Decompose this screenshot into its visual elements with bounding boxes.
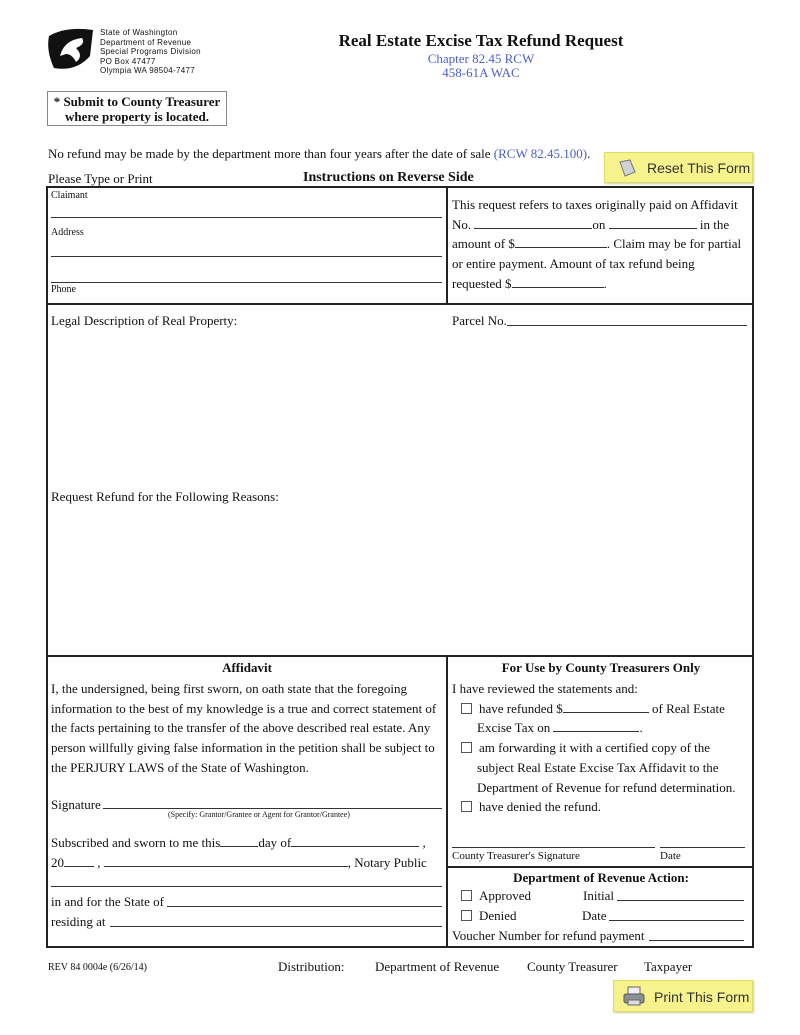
county-text: subject Real Estate Excise Tax Affidavit to the [477,759,719,775]
notary-name-field[interactable] [104,855,348,867]
rcw-link[interactable]: (RCW 82.45.100) [493,146,588,161]
subscribed-text: Subscribed and sworn to me this [51,835,221,850]
claimant-label: Claimant [51,190,88,201]
address-field[interactable] [51,256,442,257]
refund-text: requested $ [452,275,512,291]
please-type-label: Please Type or Print [48,171,153,186]
reset-icon [617,158,637,181]
day-field[interactable] [220,835,258,847]
divider [46,655,754,657]
print-label: Print This Form [654,989,750,1005]
voucher-label: Voucher Number for refund payment [452,928,645,943]
notary-text: , Notary Public [347,855,427,870]
dor-date-label: Date [582,908,607,923]
distribution-item: Department of Revenue [375,959,500,974]
forwarding-checkbox[interactable] [461,742,472,753]
denied-label: Denied [479,908,517,923]
chapter-reference: Chapter 82.45 RCW [427,51,535,66]
paid-date-field[interactable] [609,217,697,229]
residing-field[interactable] [110,926,442,927]
refund-text: . Claim may be for partial [606,236,742,252]
agency-line: Special Programs Division [100,47,201,57]
address-label: Address [51,227,84,238]
divider [446,866,754,868]
dor-action-heading: Department of Revenue Action: [513,870,689,885]
affidavit-line: the PERJURY LAWS of the State of Washington. [51,759,309,775]
refund-text: or entire payment. Amount of tax refund being [452,256,695,272]
claimant-field[interactable] [51,217,442,218]
signature-field[interactable] [103,808,442,809]
refund-reasons-label: Request Refund for the Following Reasons: [51,489,279,504]
submit-notice [47,91,227,126]
refund-text: . [603,275,607,291]
form-id: REV 84 0004e (6/26/14) [48,962,147,973]
dor-logo [46,26,96,76]
month-field[interactable] [291,835,419,847]
refund-text: on [592,216,606,232]
excise-date-field[interactable] [553,720,639,732]
notary-line: 20 , , Notary Public [51,855,427,870]
county-options: I have reviewed the statements and: have refunded $ of Real Estate Excise Tax on . am forwarding it with a certified copy of the subject Real Estate Excise Tax Affidavit to the Department of Revenue for refund determination. have denied the refund. [452,681,736,815]
affidavit-no-field[interactable] [474,217,592,229]
approved-label: Approved [479,888,531,903]
state-of-label: in and for the State of [51,894,164,909]
refund-text: amount of $ [452,236,515,252]
agency-line: State of Washington [100,28,178,37]
denied-refund-checkbox[interactable] [461,801,472,812]
subscribed-line: Subscribed and sworn to me this day of , [51,835,426,850]
notary-extra-field[interactable] [51,886,442,887]
voucher-field[interactable] [649,940,744,941]
address-field-2[interactable] [51,282,442,283]
refunded-checkbox[interactable] [461,703,472,714]
refund-time-notice [48,146,590,162]
phone-label: Phone [51,284,76,295]
refund-text: in the [699,216,730,232]
affidavit-heading: Affidavit [222,660,272,675]
initial-field[interactable] [617,900,744,901]
approved-checkbox[interactable] [461,890,472,901]
distribution-item: Taxpayer [644,959,693,974]
printer-icon [622,985,646,1010]
amount-paid-field[interactable] [515,236,607,248]
treasurer-signature-label: County Treasurer's Signature [452,850,580,862]
affidavit-line: the facts pertaining to the transfer of the above described real estate. Any [51,720,431,736]
parcel-no-field[interactable] [507,325,747,326]
county-text: have denied the refund. [479,799,602,815]
treasurer-date-label: Date [660,850,681,862]
submit-notice-line: * Submit to County Treasurer [53,94,221,109]
submit-notice-line: where property is located. [65,109,209,124]
county-text: Department of Revenue for refund determination. [477,779,736,795]
treasurer-signature-field[interactable] [452,847,655,848]
agency-line: Department of Revenue [100,37,192,47]
state-field[interactable] [167,906,442,907]
notice-end: . [587,146,591,161]
agency-address [100,28,201,76]
distribution-item: County Treasurer [527,959,618,974]
treasurer-date-field[interactable] [660,847,745,848]
wac-reference: 458-61A WAC [442,65,520,80]
day-of-text: day of [258,835,292,850]
agency-line: Olympia WA 98504-7477 [100,66,195,76]
county-text: I have reviewed the statements and: [452,681,638,696]
parcel-no-label: Parcel No. [452,313,507,328]
county-text: Excise Tax on [477,720,551,736]
affidavit-reference-block [452,195,741,294]
year-prefix: 20 [51,855,64,870]
refund-text: This request refers to taxes originally paid on Affidavit [452,197,738,212]
denied-checkbox[interactable] [461,910,472,921]
agency-line: PO Box 47477 [100,56,156,66]
notice-text: No refund may be made by the department more than four years after the date of sale [48,146,491,161]
affidavit-line: person willfully giving false information in the petition shall be subject to [51,740,435,756]
refund-amount-field[interactable] [512,276,604,288]
signature-hint: (Specify: Grantor/Grantee or Agent for Grantor/Grantee) [168,810,350,819]
affidavit-text [51,679,436,778]
signature-label: Signature [51,797,101,812]
reset-form-button[interactable] [604,152,753,183]
affidavit-line: information to the best of my knowledge is a true and correct statement of [51,700,437,716]
refund-text: No. [452,216,472,232]
legal-description-label: Legal Description of Real Property: [51,313,238,328]
print-form-button[interactable] [613,980,753,1012]
county-text: of Real Estate [652,700,725,716]
county-heading: For Use by County Treasurers Only [501,660,701,675]
county-text: have refunded $ [479,700,563,716]
page-title: Real Estate Excise Tax Refund Request [338,31,624,50]
divider [446,655,448,948]
year-field[interactable] [64,855,94,867]
refunded-amount-field[interactable] [563,701,649,713]
divider [46,303,754,305]
distribution-label: Distribution: [278,959,345,974]
affidavit-line: I, the undersigned, being first sworn, on oath state that the foregoing [51,681,407,696]
county-text: am forwarding it with a certified copy of the [479,740,711,756]
form-frame [46,186,754,948]
dor-date-field[interactable] [609,920,744,921]
instructions-label: Instructions on Reverse Side [303,170,474,185]
reset-label: Reset This Form [647,160,751,176]
divider [446,186,448,304]
residing-label: residing at [51,914,106,929]
initial-label: Initial [583,888,615,903]
